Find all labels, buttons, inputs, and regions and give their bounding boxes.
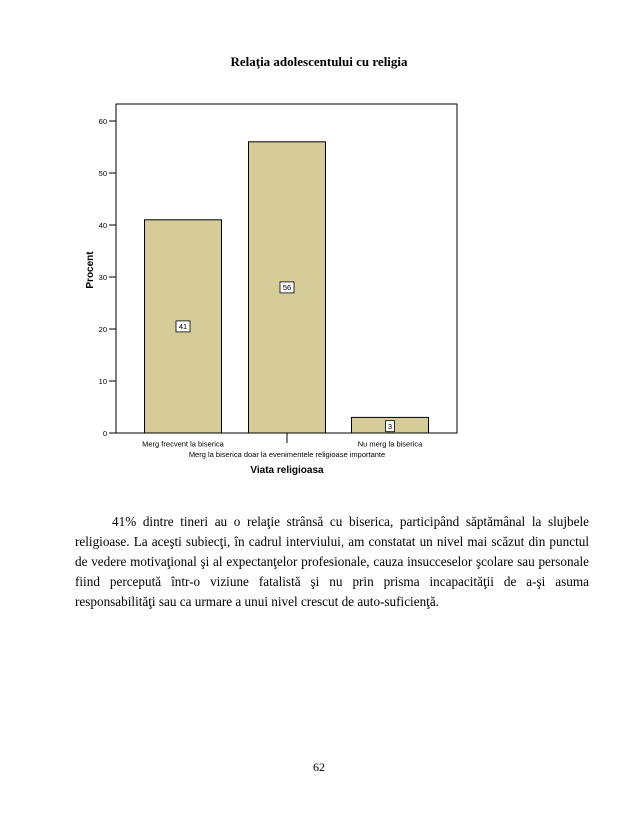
y-tick-label-3: 30 — [98, 272, 107, 282]
page-title: Relaţia adolescentului cu religia — [230, 54, 408, 69]
x-axis — [142, 433, 423, 476]
page-number: 62 — [313, 760, 325, 774]
x-axis-title: Viata religioasa — [250, 465, 324, 476]
body-paragraph: 41% dintre tineri au o relaţie strânsă cu biserica, participând săptămânal la slujbele religioase. La aceşti subiecţi, în cadrul interviului, am constatat un nivel mai scăzut din punctul de vedere motivaţional şi al expectanţelor profesionale, cauza insucceselor şcolare sau personale fiind percepută într-o viziune fatalistă şi nu prin prisma incapacităţii de a-şi asuma responsabilităţi sau ca urmare a unui nivel crescut de auto-suficienţă. — [75, 514, 589, 609]
y-axis-title: Procent — [85, 251, 96, 289]
x-tick-label-2: Nu merg la biserica — [357, 439, 423, 449]
data-label-0: 41 — [178, 322, 188, 332]
y-tick-label-2: 20 — [98, 324, 107, 334]
x-tick-label-0: Merg frecvent la biserica — [142, 439, 224, 449]
y-tick-label-0: 0 — [102, 428, 107, 438]
y-tick-label-5: 50 — [98, 168, 107, 178]
y-axis — [99, 117, 116, 438]
x-tick-label-1: Merg la biserica doar la evenimentele religioase importante — [188, 450, 386, 459]
y-tick-label-1: 10 — [98, 376, 107, 386]
data-label-1: 56 — [282, 283, 292, 293]
data-label-2: 3 — [387, 422, 393, 431]
y-tick-label-4: 40 — [98, 220, 107, 230]
y-tick-label-6: 60 — [98, 116, 107, 126]
